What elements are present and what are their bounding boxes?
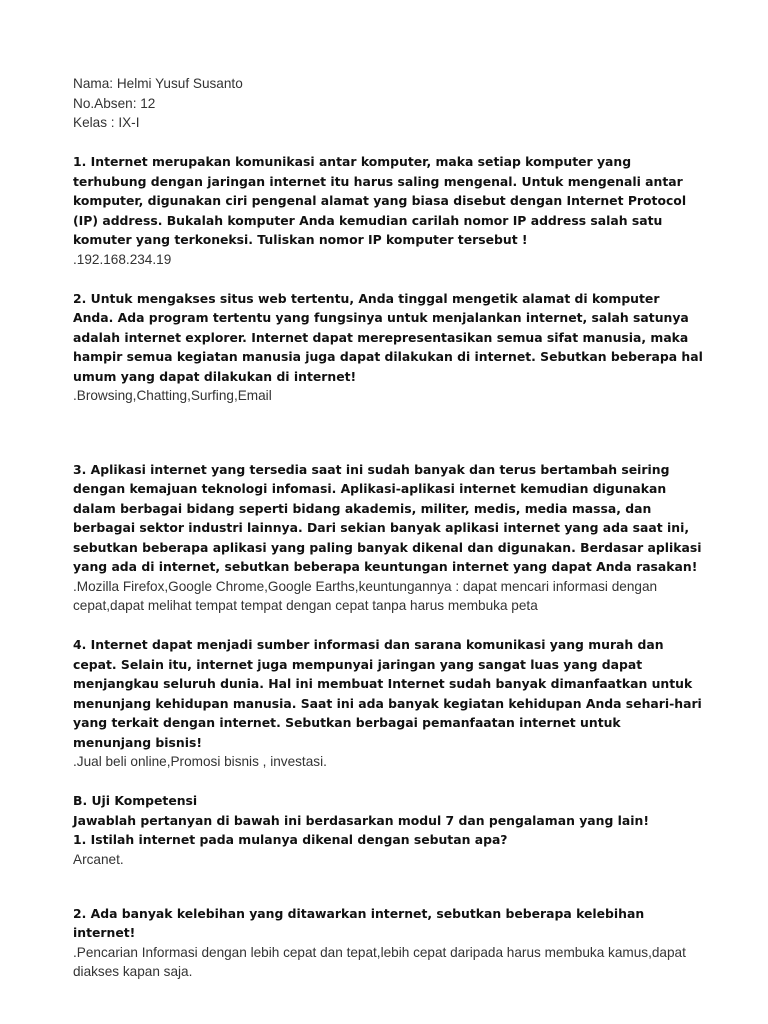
student-absen: No.Absen: 12: [73, 95, 156, 111]
question-block-4: [73, 635, 703, 772]
answer-text: .192.168.234.19: [73, 251, 172, 267]
section-b-instruction: Jawablah pertanyan di bawah ini berdasarkan modul 7 dan pengalaman yang lain!: [73, 812, 649, 828]
question-text: 2. Ada banyak kelebihan yang ditawarkan internet, sebutkan beberapa kelebihan internet!: [73, 905, 645, 940]
student-name: Nama: Helmi Yusuf Susanto: [73, 76, 243, 91]
section-b-question-2: [73, 904, 703, 982]
question-text: 2. Untuk mengakses situs web tertentu, Anda tinggal mengetik alamat di komputer Anda. Ada program tertentu yang fungsinya untuk menjalankan internet, salah satunya adalah internet explorer. Internet dapat merepresentasikan semua sifat manusia, maka hampir semua kegiatan manusia juga dapat dilakukan di internet. Sebutkan beberapa hal umum yang dapat dilakukan di internet!: [73, 290, 703, 384]
question-block-1: [73, 152, 703, 269]
question-text: 1. Istilah internet pada mulanya dikenal dengan sebutan apa?: [73, 832, 508, 847]
student-class: Kelas : IX-I: [73, 115, 140, 130]
answer-text: Arcanet.: [73, 851, 124, 867]
answer-text: .Pencarian Informasi dengan lebih cepat dan tepat,lebih cepat daripada harus membuka kamus,dapat diakses kapan saja.: [73, 944, 686, 979]
question-block-3: [73, 460, 703, 616]
question-block-2: [73, 289, 703, 406]
answer-text: .Browsing,Chatting,Surfing,Email: [73, 388, 272, 403]
document-page: [73, 74, 703, 982]
section-b-title: B. Uji Kompetensi: [73, 793, 198, 808]
answer-text: .Mozilla Firefox,Google Chrome,Google Earths,keuntungannya : dapat mencari informasi dengan cepat,dapat melihat tempat tempat dengan cepat tanpa harus membuka peta: [73, 578, 658, 613]
answer-text: .Jual beli online,Promosi bisnis , investasi.: [73, 754, 327, 769]
question-text: 1. Internet merupakan komunikasi antar komputer, maka setiap komputer yang terhubung dengan jaringan internet itu harus saling mengenal. Untuk mengenali antar komputer, digunakan ciri pengenal alamat yang biasa disebut dengan Internet Protocol (IP) address. Bukalah komputer Anda kemudian carilah nomor IP address salah satu komuter yang terkoneksi. Tuliskan nomor IP komputer tersebut !: [73, 154, 687, 247]
section-b: [73, 791, 703, 869]
question-text: 4. Internet dapat menjadi sumber informasi dan sarana komunikasi yang murah dan cepat. Selain itu, internet juga mempunyai jaringan yang sangat luas yang dapat menjangkau seluruh dunia. Hal ini membuat Internet sudah banyak dimanfaatkan untuk menunjang kehidupan manusia. Saat ini ada banyak kegiatan kehidupan Anda sehari-hari yang terkait dengan internet. Sebutkan berbagai pemanfaatan internet untuk menunjang bisnis!: [73, 637, 702, 750]
question-text: 3. Aplikasi internet yang tersedia saat ini sudah banyak dan terus bertambah seiring dengan kemajuan teknologi infomasi. Aplikasi-aplikasi internet kemudian digunakan dalam berbagai bidang seperti bidang akademis, militer, medis, media massa, dan berbagai sektor industri lainnya. Dari sekian banyak aplikasi internet yang ada saat ini, sebutkan beberapa aplikasi yang paling banyak dikenal dan digunakan. Berdasar aplikasi yang ada di internet, sebutkan beberapa keuntungan internet yang dapat Anda rasakan!: [73, 461, 702, 574]
